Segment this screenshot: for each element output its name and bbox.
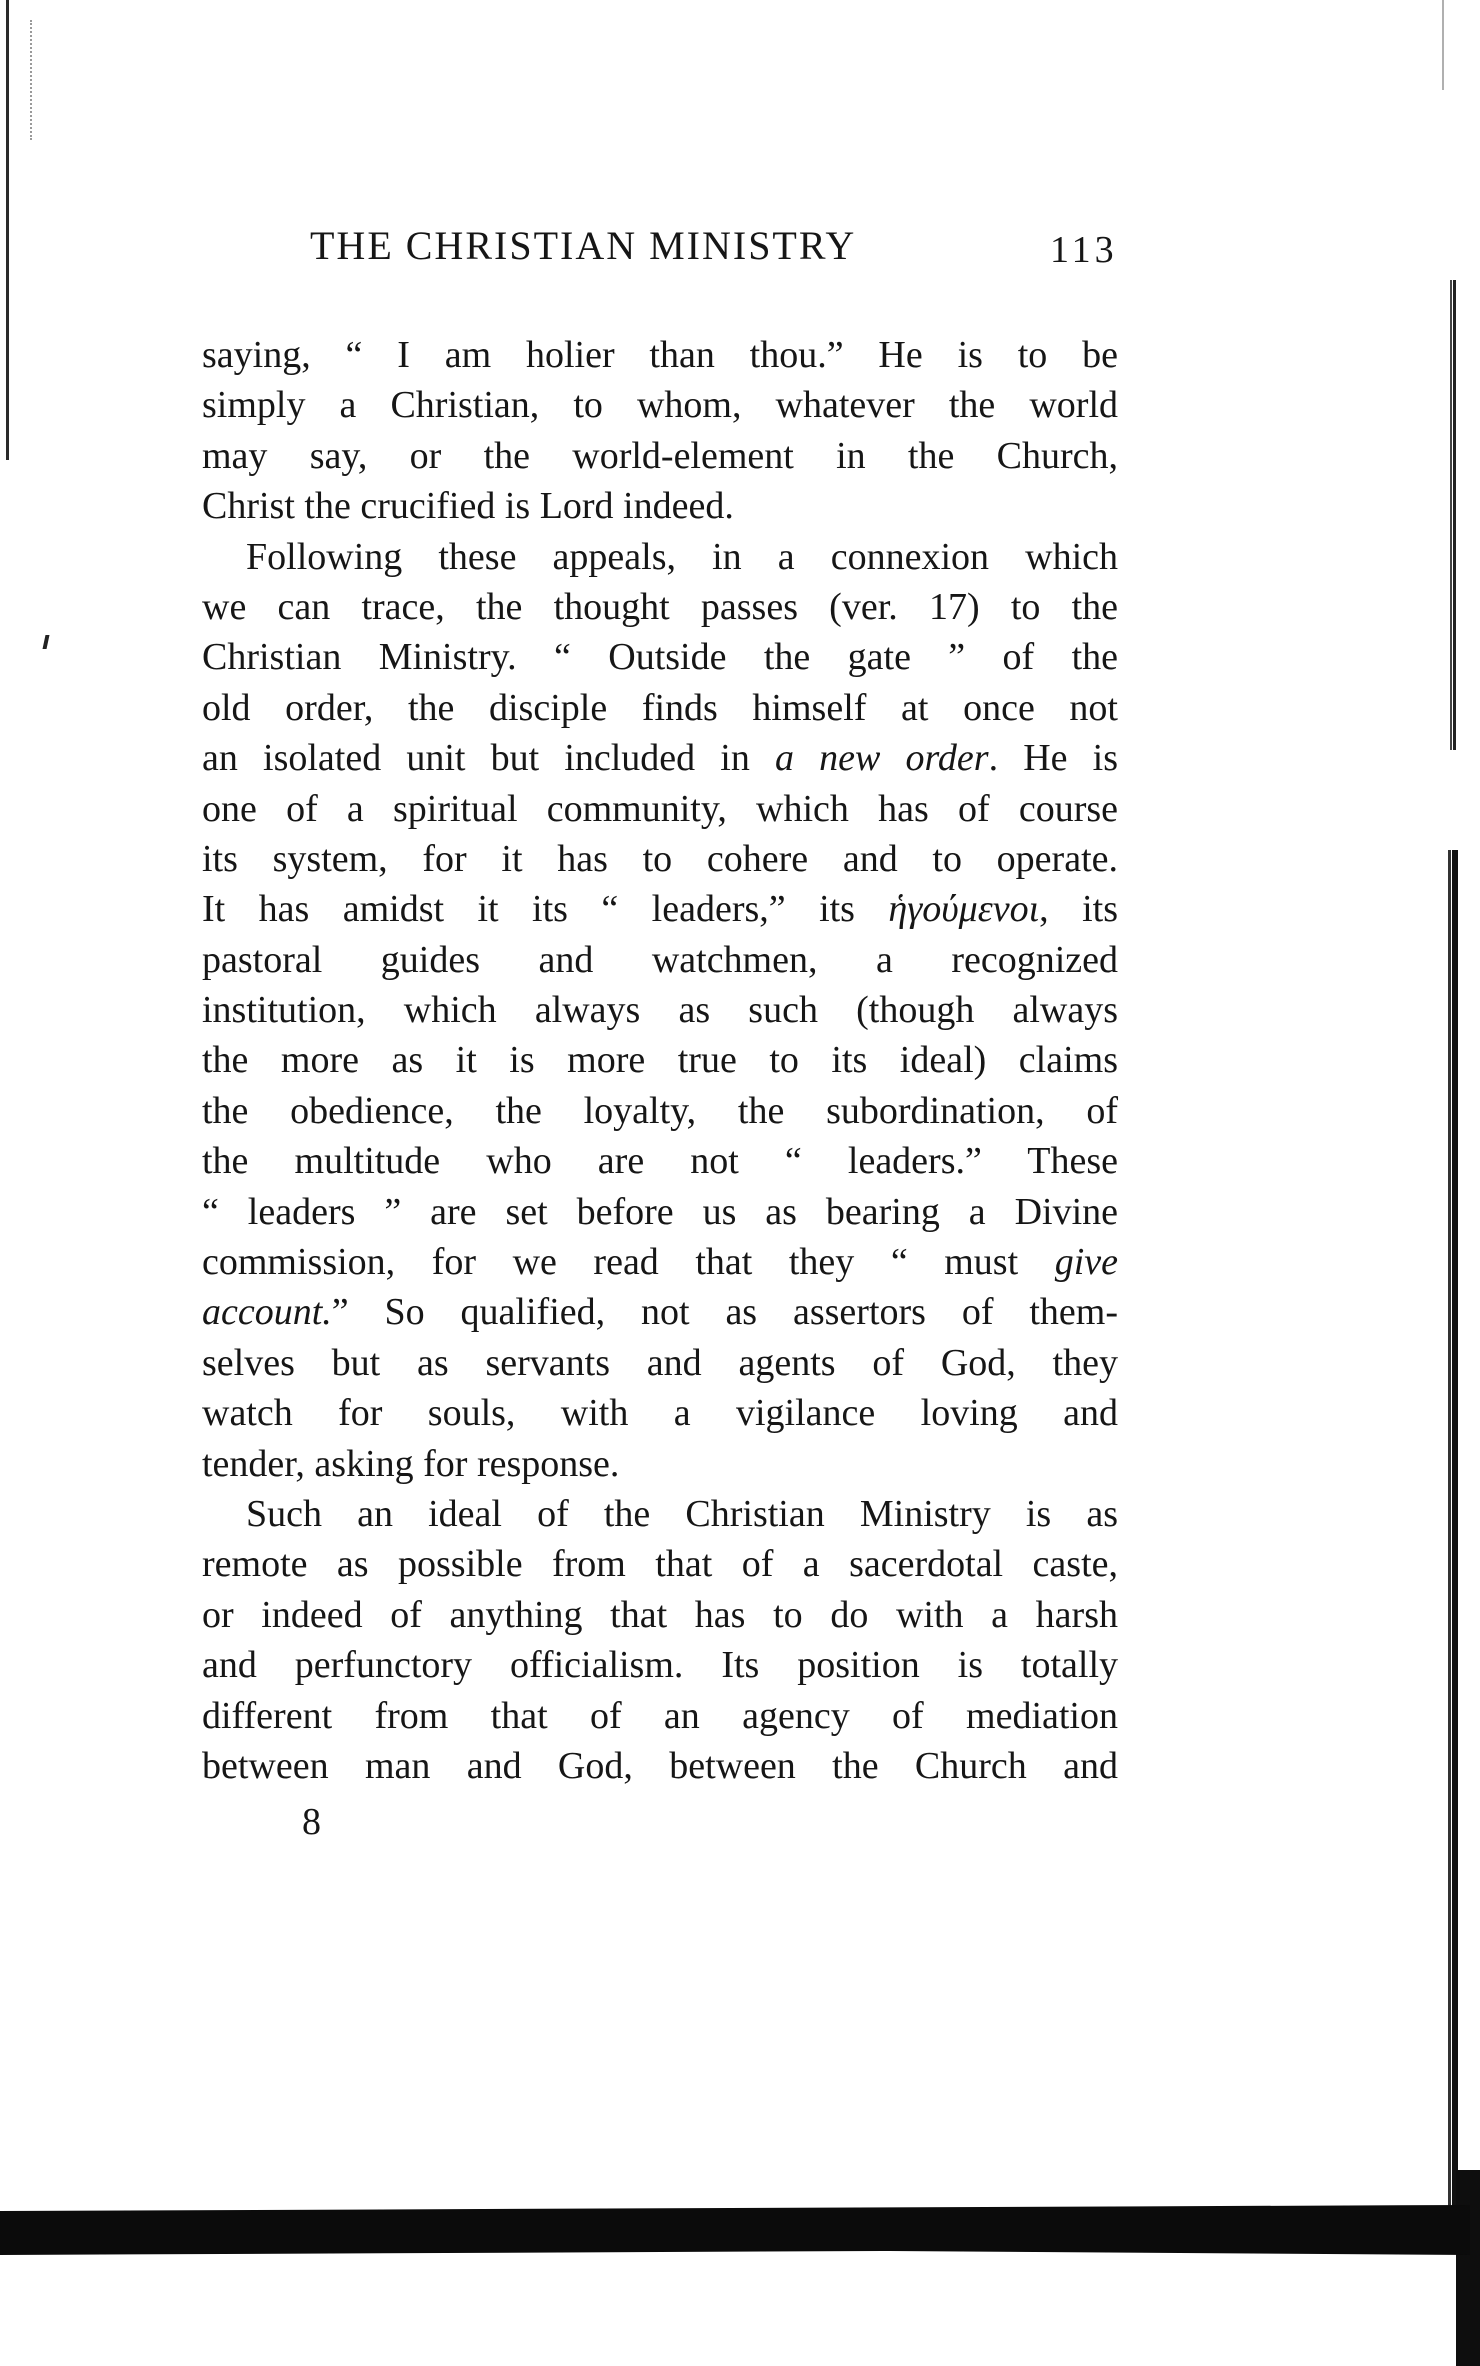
text-line: old order, the disciple finds himself at once not	[202, 686, 1118, 729]
page-number: 113	[1050, 229, 1118, 271]
text-line: or indeed of anything that has to do with a harsh	[202, 1593, 1118, 1636]
body-text	[202, 330, 1118, 1791]
text-line: Such an ideal of the Christian Ministry is as	[246, 1492, 1118, 1535]
signature-mark: 8	[302, 1801, 321, 1843]
running-head-title: THE CHRISTIAN MINISTRY	[310, 223, 857, 268]
text-line: the multitude who are not “ leaders.” These	[202, 1140, 1118, 1183]
scan-tick-mark	[43, 635, 50, 649]
scan-right-edge-lower	[1448, 850, 1458, 2210]
scan-left-edge	[6, 0, 9, 460]
text-line: Christian Ministry. “ Outside the gate ” of the	[202, 636, 1118, 679]
text-line: between man and God, between the Church and	[202, 1744, 1118, 1787]
text-line: “ leaders ” are set before us as bearing a Divine	[202, 1190, 1118, 1233]
text-line: watch for souls, with a vigilance loving and	[202, 1392, 1118, 1435]
text-line: pastoral guides and watchmen, a recognized	[202, 938, 1118, 981]
text-line: we can trace, the thought passes (ver. 17) to the	[202, 585, 1118, 628]
text-line: may say, or the world-element in the Church,	[202, 434, 1118, 477]
running-head	[310, 222, 1118, 282]
text-line: an isolated unit but included in a new order. He is	[202, 737, 1119, 780]
text-line: its system, for it has to cohere and to operate.	[202, 837, 1118, 880]
scan-left-specks	[30, 20, 34, 140]
text-line: Christ the crucified is Lord indeed.	[202, 485, 734, 528]
text-line: simply a Christian, to whom, whatever the world	[202, 384, 1118, 427]
text-line: the obedience, the loyalty, the subordination, of	[202, 1089, 1118, 1132]
text-line: It has amidst it its “ leaders,” its ἡγούμενοι, its	[202, 888, 1118, 931]
text-line: commission, for we read that they “ must give	[202, 1241, 1118, 1284]
scan-right-corner	[1456, 2170, 1480, 2366]
text-line: selves but as servants and agents of God, they	[202, 1341, 1118, 1384]
text-line: and perfunctory officialism. Its position is totally	[202, 1644, 1118, 1687]
text-line: different from that of an agency of mediation	[202, 1694, 1118, 1737]
scan-bottom-shadow	[0, 2205, 1470, 2255]
text-line: the more as it is more true to its ideal) claims	[202, 1039, 1118, 1082]
text-line: Following these appeals, in a connexion which	[246, 535, 1118, 578]
text-line: saying, “ I am holier than thou.” He is to be	[202, 334, 1118, 376]
scan-right-edge-upper	[1450, 280, 1456, 750]
text-line: remote as possible from that of a sacerdotal caste,	[202, 1543, 1118, 1586]
text-line: one of a spiritual community, which has of course	[202, 787, 1118, 830]
text-line: account.” So qualified, not as assertors of them-	[202, 1291, 1118, 1334]
text-line: institution, which always as such (though always	[202, 989, 1118, 1032]
text-line: tender, asking for response.	[202, 1442, 620, 1485]
scan-right-edge-top	[1442, 0, 1444, 90]
